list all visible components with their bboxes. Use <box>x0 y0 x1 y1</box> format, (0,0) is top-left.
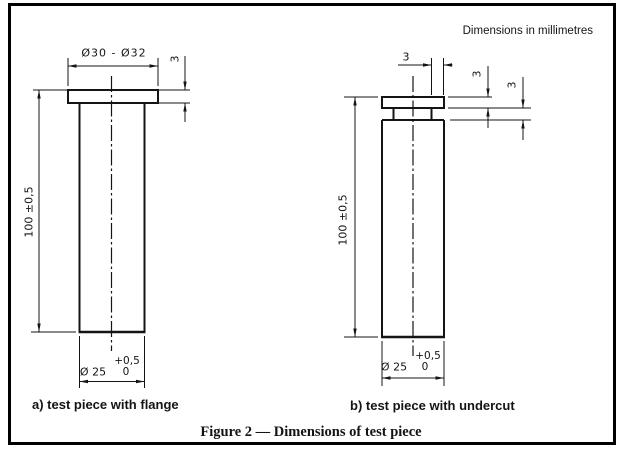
dim-label-shaft-diameter-a: Ø 25 <box>79 365 107 379</box>
dim-label-head-thickness: 3 <box>470 70 484 78</box>
figure-caption: Figure 2 — Dimensions of test piece <box>200 424 422 440</box>
unit-note: Dimensions in millimetres <box>462 25 593 37</box>
figure-b-arrowheads <box>353 63 524 379</box>
figure-b-drawing <box>344 58 531 386</box>
dim-label-undercut-height: 3 <box>505 81 519 89</box>
dim-label-tolerance-lower-b: 0 <box>421 360 429 373</box>
dim-label-undercut-depth: 3 <box>402 50 410 64</box>
dim-label-flange-diameter: Ø30 - Ø32 <box>81 46 147 60</box>
dim-label-tolerance-upper-b: +0,5 <box>415 349 441 362</box>
dim-label-flange-thickness: 3 <box>168 55 182 63</box>
flange-outline <box>68 90 158 103</box>
figure-a-dimension-lines <box>31 56 190 388</box>
dim-label-tolerance-lower-a: 0 <box>122 365 130 378</box>
figure-a-label: a) test piece with flange <box>32 397 179 412</box>
dim-label-shaft-diameter-b: Ø 25 <box>380 360 408 374</box>
dim-label-length-a: 100 ±0,5 <box>22 186 36 238</box>
dim-label-tolerance-upper-a: +0,5 <box>114 354 140 367</box>
figure-a-drawing <box>31 56 190 388</box>
figure-a-part-outline <box>68 90 158 332</box>
dim-label-length-b: 100 ±0,5 <box>336 194 350 246</box>
figure-b-label: b) test piece with undercut <box>350 398 515 413</box>
